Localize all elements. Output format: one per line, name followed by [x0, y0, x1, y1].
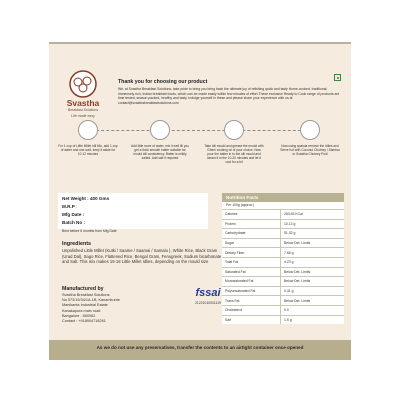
brand-emblem-icon — [58, 70, 108, 100]
address-line: Svastha Breakfast Solutions — [62, 293, 110, 297]
product-info-box — [58, 193, 208, 229]
table-row — [222, 296, 344, 306]
table-row — [222, 219, 344, 229]
nutrient-value: 4.23 g — [281, 257, 344, 267]
intro-text: We, at Svastha Breakfast Solutions, take pride to bring you bring back the ultimate joy of relishing quick and tasty Home-cooked, traditional, immensely rich, Indian breakfast foods, which can be made easily within few minutes of effort.These exclusive Ready to Cook range of products are time tested, season packed, healthy and tasty. Indulge yourself in these and please share your experience with us at contact@svasthabreakfastsolutions.com — [118, 87, 340, 105]
batch-no: Batch No : — [62, 220, 85, 225]
step-4-text: Now using spatula remove the Idlies and Serve hot with Coconut Chutney / Sambar or Svastha Chutney Podi — [280, 144, 340, 156]
table-row — [222, 315, 344, 324]
nutrient-value: 283.63 KCal — [281, 210, 344, 220]
step-2 — [130, 120, 190, 160]
nutrient-name: Calories — [222, 210, 281, 220]
nutrient-name: Salt — [222, 315, 281, 324]
preparation-steps — [58, 120, 344, 180]
address-line: No 573/19/34/1A-1B, Kanamkunte — [62, 298, 120, 303]
nutrition-table — [222, 209, 344, 324]
manufacturer-title: Manufactured by — [62, 286, 104, 292]
veg-symbol-icon — [334, 74, 341, 81]
step-3 — [204, 120, 264, 164]
mrp-row — [62, 204, 77, 209]
brand-name: Svastha — [66, 98, 100, 108]
address-line: Bangalore - 560062 — [62, 313, 96, 318]
nutrient-value: 51.32 g — [281, 229, 344, 239]
nutrient-name: Dietary Fiber — [222, 248, 281, 258]
fssai-license: 21221010001119 — [195, 301, 221, 305]
brand-tagline: Breakfast Solutions — [67, 108, 99, 112]
best-before: Best before 6 months from Mfg Date — [62, 229, 117, 233]
brand-slogan: Life made easy — [71, 114, 95, 118]
nutrient-value: 0.31 g — [281, 286, 344, 296]
ingredients-text: Unpolished Little Millet (Kutki / Saame / Saamai / Samalu ), White Rice, Black Gram (Urad Dal), Sago Rice, Flattened Rice, Bengal Gram, Fenugreek, Sodium bicarbonate and Salt. This mix makes 15-18 Little Millet Idlies, depending on the mould size — [62, 248, 222, 265]
manufacturer-address — [62, 293, 120, 324]
address-line: Contact : +918904718261 — [62, 319, 106, 324]
nutrition-body — [222, 202, 344, 324]
nutrient-name: Saturated Fat — [222, 267, 281, 277]
step-2-text: Add little more of water, mix it well till you get a thick smooth batter suitable for mould idli consistency. Batter is mildly salted. Add salt if required — [131, 144, 189, 160]
nutrient-value: Below Det. Limits — [281, 238, 344, 248]
nutrient-name: Polyunsaturated Fat — [222, 286, 281, 296]
footer-strip — [49, 340, 351, 360]
table-row — [222, 267, 344, 277]
bowl-icon — [150, 120, 170, 140]
mfg-date: Mfg Date : — [62, 212, 85, 217]
address-line: Manikanta Industrial Estate — [62, 303, 108, 308]
nutrient-value: Below Det. Limits — [281, 267, 344, 277]
table-row — [222, 305, 344, 315]
nutrient-name: Protein — [222, 219, 281, 229]
table-row — [222, 286, 344, 296]
step-1-text: For 1 cup of Little Millet Idli Mix, add 1 cup of water and one-well, keep it aside for 10-12 minutes — [58, 144, 118, 156]
nutrient-name: Total Fat — [222, 257, 281, 267]
cup-icon — [78, 120, 98, 140]
table-row — [222, 238, 344, 248]
nutrient-value: Below Det. Limits — [281, 277, 344, 287]
idli-plate-icon — [300, 120, 320, 140]
nutrient-name: Monosaturated Fat — [222, 277, 281, 287]
nutrient-value: Below Det. Limits — [281, 296, 344, 306]
nutrient-value: 1.5 g — [281, 315, 344, 324]
brand-logo — [58, 70, 108, 124]
step-4 — [280, 120, 340, 156]
fssai-icon: fssai — [195, 287, 221, 299]
nutrient-name: Cholesterol — [222, 305, 281, 315]
nutrient-name: Trans Fat — [222, 296, 281, 306]
nutrient-name: Carbohydrate — [222, 229, 281, 239]
ingredients-title: Ingredients — [62, 241, 92, 247]
table-row — [222, 210, 344, 220]
top-band — [49, 42, 351, 44]
nutrient-value: 10.13 g — [281, 219, 344, 229]
table-row — [222, 229, 344, 239]
thanks-title: Thank you for choosing our product — [118, 79, 208, 85]
net-weight: Net Weight : 400 Gms — [62, 196, 110, 201]
address-line: Kanakapura main road — [62, 308, 101, 313]
nutrient-name: Sugar — [222, 238, 281, 248]
nutrient-value: 7.66 g — [281, 248, 344, 258]
step-1 — [58, 120, 118, 156]
mrp-label: M.R.P — [62, 204, 75, 209]
step-3-text: Take idli mould and grease the mould with Ghee/ cooking oil of your choice. Now pour the batter in to the idli mould and steam it in the 10-20 minutes and let it cool for a bit — [204, 144, 264, 164]
table-row — [222, 277, 344, 287]
mrp-colon: : — [75, 204, 78, 209]
nutrition-facts-panel — [222, 193, 344, 324]
nutrient-value: 0.0 — [281, 305, 344, 315]
idli-mould-icon — [224, 120, 244, 140]
nutrition-per: Per 100g (approx.) — [226, 203, 255, 207]
nutrition-title: Nutrition Facts — [222, 193, 344, 202]
table-row — [222, 257, 344, 267]
storage-note: As we do not use any preservatives, transfer the contents to an airtight container once opened — [96, 345, 304, 350]
table-row — [222, 248, 344, 258]
